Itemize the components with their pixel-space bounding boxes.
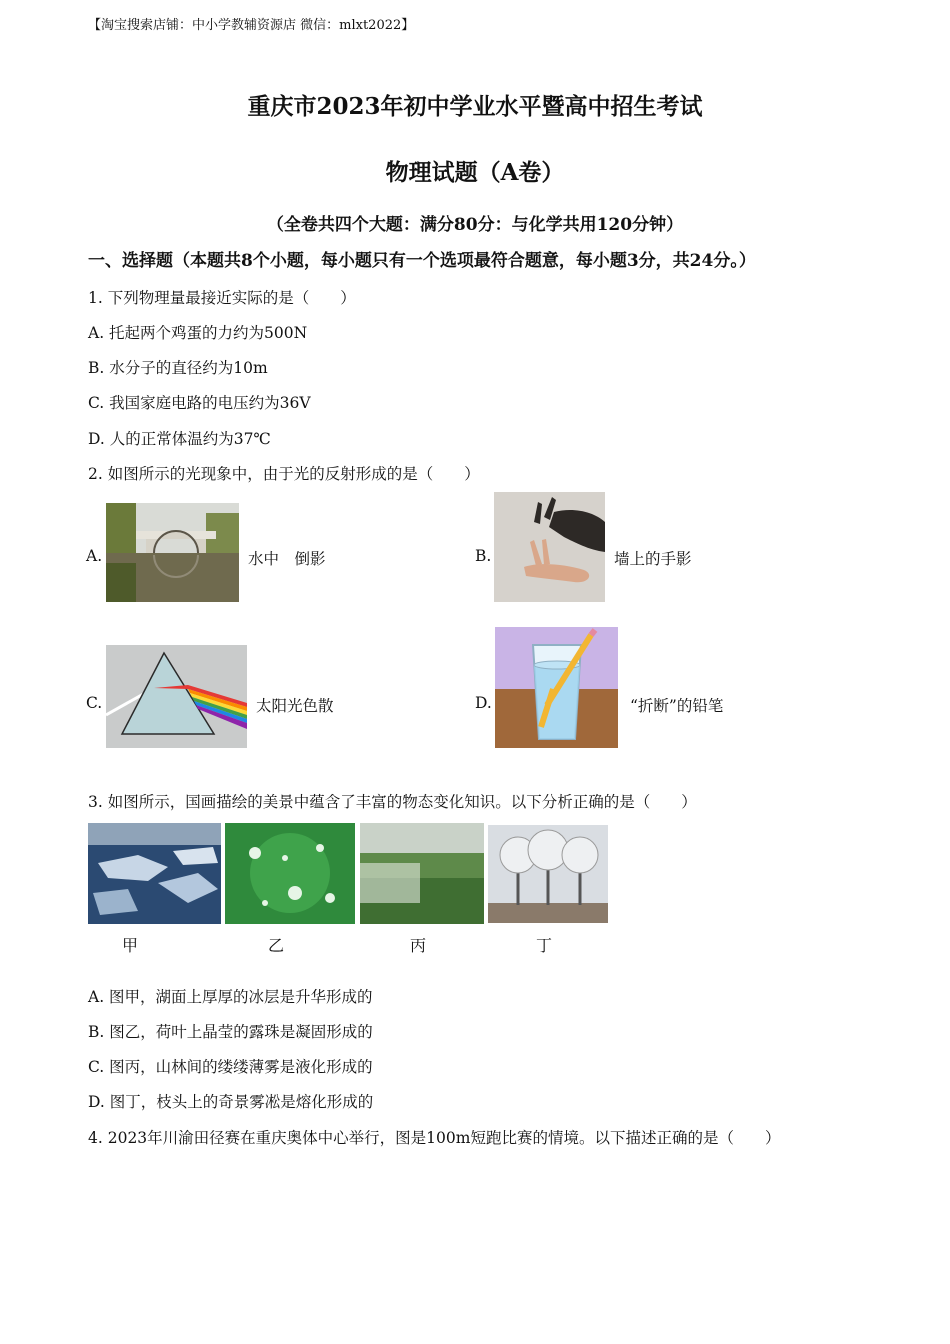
q2-label-c: C. [86,694,103,712]
section-heading: 一、选择题（本题共8个小题，每小题只有一个选项最符合题意，每小题3分，共24分。） [88,251,756,271]
hand-shadow-image [494,492,605,602]
q2-label-a: A. [86,547,103,565]
q2-caption-d: “折断”的铅笔 [630,697,724,715]
q1-option-c: C. 我国家庭电路的电压约为36V [88,394,311,412]
q2-caption-a: 水中 倒影 [248,550,326,568]
q2-caption-c: 太阳光色散 [256,697,334,715]
q3-option-a: A. 图甲，湖面上厚厚的冰层是升华形成的 [88,988,373,1006]
exam-title: 重庆市2023年初中学业水平暨高中招生考试 [247,93,703,120]
q2-label-b: B. [475,547,492,565]
q2-label-d: D. [475,694,492,712]
q1-option-b: B. 水分子的直径约为10m [88,359,268,377]
q2-stem: 2. 如图所示的光现象中，由于光的反射形成的是（ ） [88,465,480,483]
q3-label-yi: 乙 [268,936,285,955]
q1-stem: 1. 下列物理量最接近实际的是（ ） [88,289,356,307]
q3-option-c: C. 图丙，山林间的缕缕薄雾是液化形成的 [88,1058,373,1076]
bent-pencil-image [495,627,618,748]
rime-trees-image [488,825,608,923]
q3-stem: 3. 如图所示，国画描绘的美景中蕴含了丰富的物态变化知识。以下分析正确的是（ ） [88,793,697,811]
misty-forest-image [360,823,484,924]
q2-caption-b: 墙上的手影 [614,550,692,568]
header-note: 【淘宝搜索店铺：中小学教辅资源店 微信：mlxt2022】 [88,18,415,33]
bridge-reflection-image [106,503,239,602]
q3-label-jia: 甲 [122,936,139,955]
q1-option-d: D. 人的正常体温约为37℃ [88,430,271,448]
q3-option-b: B. 图乙，荷叶上晶莹的露珠是凝固形成的 [88,1023,373,1041]
q1-option-a: A. 托起两个鸡蛋的力约为500N [88,324,308,342]
q3-label-bing: 丙 [410,936,427,955]
paper-title: 物理试题（A卷） [385,159,565,186]
prism-dispersion-image [106,645,247,748]
frozen-lake-image [88,823,221,924]
q4-stem: 4. 2023年川渝田径赛在重庆奥体中心举行，图是100m短跑比赛的情境。以下描述正确的是（ ） [88,1129,781,1147]
exam-note: （全卷共四个大题：满分80分：与化学共用120分钟） [266,215,684,235]
q3-label-ding: 丁 [536,936,553,955]
lotus-leaf-dew-image [225,823,355,924]
q3-option-d: D. 图丁，枝头上的奇景雾凇是熔化形成的 [88,1093,374,1111]
